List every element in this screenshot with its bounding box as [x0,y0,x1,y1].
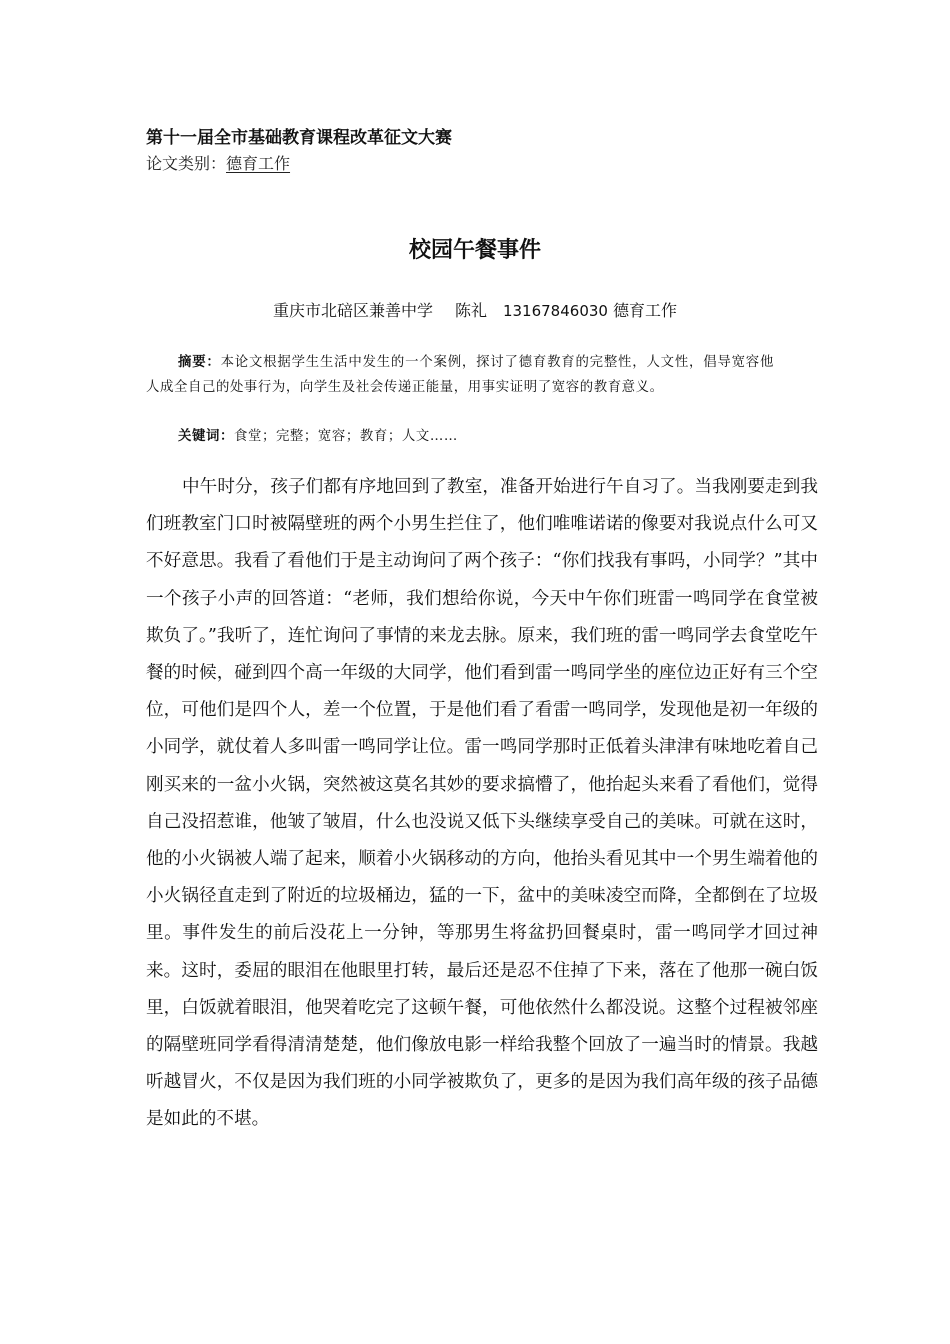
abstract [146,350,774,400]
paper-category [146,152,290,176]
body-paragraph: 中午时分，孩子们都有序地回到了教室，准备开始进行午自习了。当我刚要走到我们班教室门口时被隔壁班的两个小男生拦住了，他们唯唯诺诺的像要对我说点什么可又不好意思。我看了看他们于是主动询问了两个孩子：“你们找我有事吗，小同学？”其中一个孩子小声的回答道：“老师，我们想给你说，今天中午你们班雷一鸣同学在食堂被欺负了。”我听了，连忙询问了事情的来龙去脉。原来，我们班的雷一鸣同学去食堂吃午餐的时候，碰到四个高一年级的大同学，他们看到雷一鸣同学坐的座位边正好有三个空位，可他们是四个人，差一个位置，于是他们看了看雷一鸣同学，发现他是初一年级的小同学，就仗着人多叫雷一鸣同学让位。雷一鸣同学那时正低着头津津有味地吃着自己刚买来的一盆小火锅，突然被这莫名其妙的要求搞懵了，他抬起头来看了看他们，觉得自己没招惹谁，他皱了皱眉，什么也没说又低下头继续享受自己的美味。可就在这时，他的小火锅被人端了起来，顺着小火锅移动的方向，他抬头看见其中一个男生端着他的小火锅径直走到了附近的垃圾桶边，猛的一下，盆中的美味凌空而降，全都倒在了垃圾里。事件发生的前后没花上一分钟，等那男生将盆扔回餐桌时，雷一鸣同学才回过神来。这时，委屈的眼泪在他眼里打转，最后还是忍不住掉了下来，落在了他那一碗白饭里，白饭就着眼泪，他哭着吃完了这顿午餐，可他依然什么都没说。这整个过程被邻座的隔壁班同学看得清清楚楚，他们像放电影一样给我整个回放了一遍当时的情景。我越听越冒火，不仅是因为我们班的小同学被欺负了，更多的是因为我们高年级的孩子品德是如此的不堪。 [146,477,818,1130]
keywords-label: 关键词： [178,429,234,444]
keywords-text: 食堂；完整；宽容；教育；人文…… [233,429,458,444]
author-line [0,299,950,323]
abstract-text: 本论文根据学生生活中发生的一个案例，探讨了德育教育的完整性，人文性，倡导宽容他人成全自己的处事行为，向学生及社会传递正能量，用事实证明了宽容的教育意义。 [146,355,774,395]
abstract-label: 摘要： [178,355,221,370]
author-school: 重庆市北碚区兼善中学 [272,301,433,320]
category-label: 论文类别： [146,154,227,173]
author-field: 德育工作 [613,301,678,320]
author-name: 陈礼 [454,301,487,320]
paper-title: 校园午餐事件 [408,238,541,263]
category-value: 德育工作 [226,154,291,173]
author-phone: 13167846030 [502,302,608,320]
contest-heading: 第十一届全市基础教育课程改革征文大赛 [146,128,452,148]
keywords [178,426,458,448]
